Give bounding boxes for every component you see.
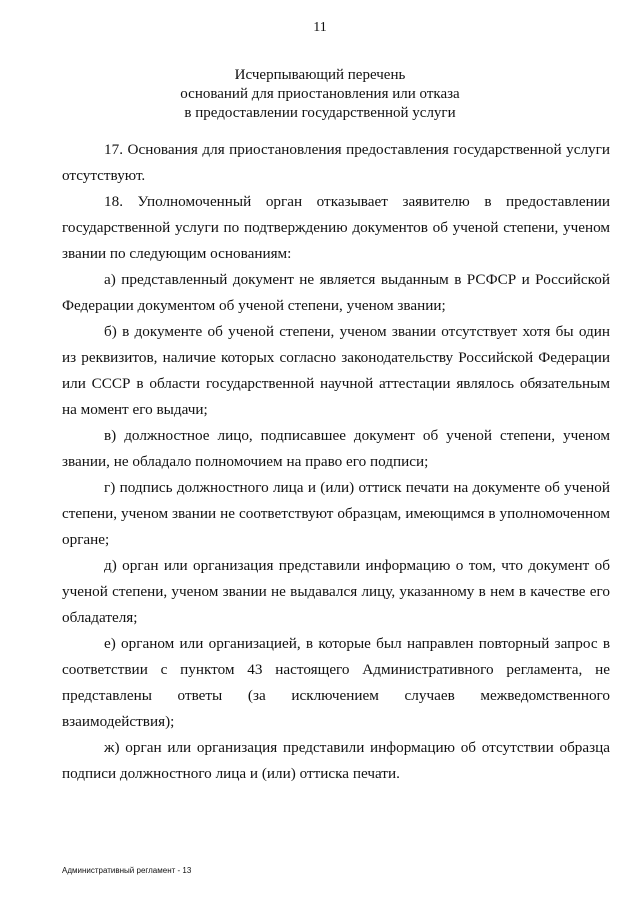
- list-item-b: б) в документе об ученой степени, ученом звании отсутствует хотя бы один из реквизитов, наличие которых согласно законодательству Российской Федерации или СССР в области государственной научной аттестации являлось обязательным на момент его выдачи;: [62, 323, 610, 418]
- section-title: [0, 66, 640, 123]
- list-item-g: г) подпись должностного лица и (или) оттиск печати на документе об ученой степени, ученом звании не соответствуют образцам, имеющимся в уполномоченном органе;: [62, 479, 610, 548]
- footer-note: Административный регламент - 13: [62, 866, 192, 875]
- list-item-v: в) должностное лицо, подписавшее документ об ученой степени, ученом звании, не обладало полномочием на право его подписи;: [62, 427, 610, 470]
- paragraph-17: 17. Основания для приостановления предоставления государственной услуги отсутствуют.: [62, 141, 610, 184]
- list-item-d: д) орган или организация представили информацию о том, что документ об ученой степени, ученом звании не выдавался лицу, указанному в нем в качестве его обладателя;: [62, 557, 610, 626]
- title-line: в предоставлении государственной услуги: [184, 105, 456, 121]
- title-line: оснований для приостановления или отказа: [180, 86, 460, 102]
- list-item-e: е) органом или организацией, в которые был направлен повторный запрос в соответствии с пунктом 43 настоящего Административного регламента, не представлены ответы (за исключением случаев межведомственного взаимодействия);: [62, 635, 610, 730]
- list-item-a: а) представленный документ не является выданным в РСФСР и Российской Федерации документом об ученой степени, ученом звании;: [62, 271, 610, 314]
- title-line: Исчерпывающий перечень: [234, 67, 406, 83]
- paragraph-18: 18. Уполномоченный орган отказывает заявителю в предоставлении государственной услуги по подтверждению документов об ученой степени, ученом звании по следующим основаниям:: [62, 193, 610, 262]
- document-body: [62, 137, 610, 787]
- page-number: 11: [313, 20, 327, 35]
- list-item-zh: ж) орган или организация представили информацию об отсутствии образца подписи должностного лица и (или) оттиска печати.: [62, 739, 610, 782]
